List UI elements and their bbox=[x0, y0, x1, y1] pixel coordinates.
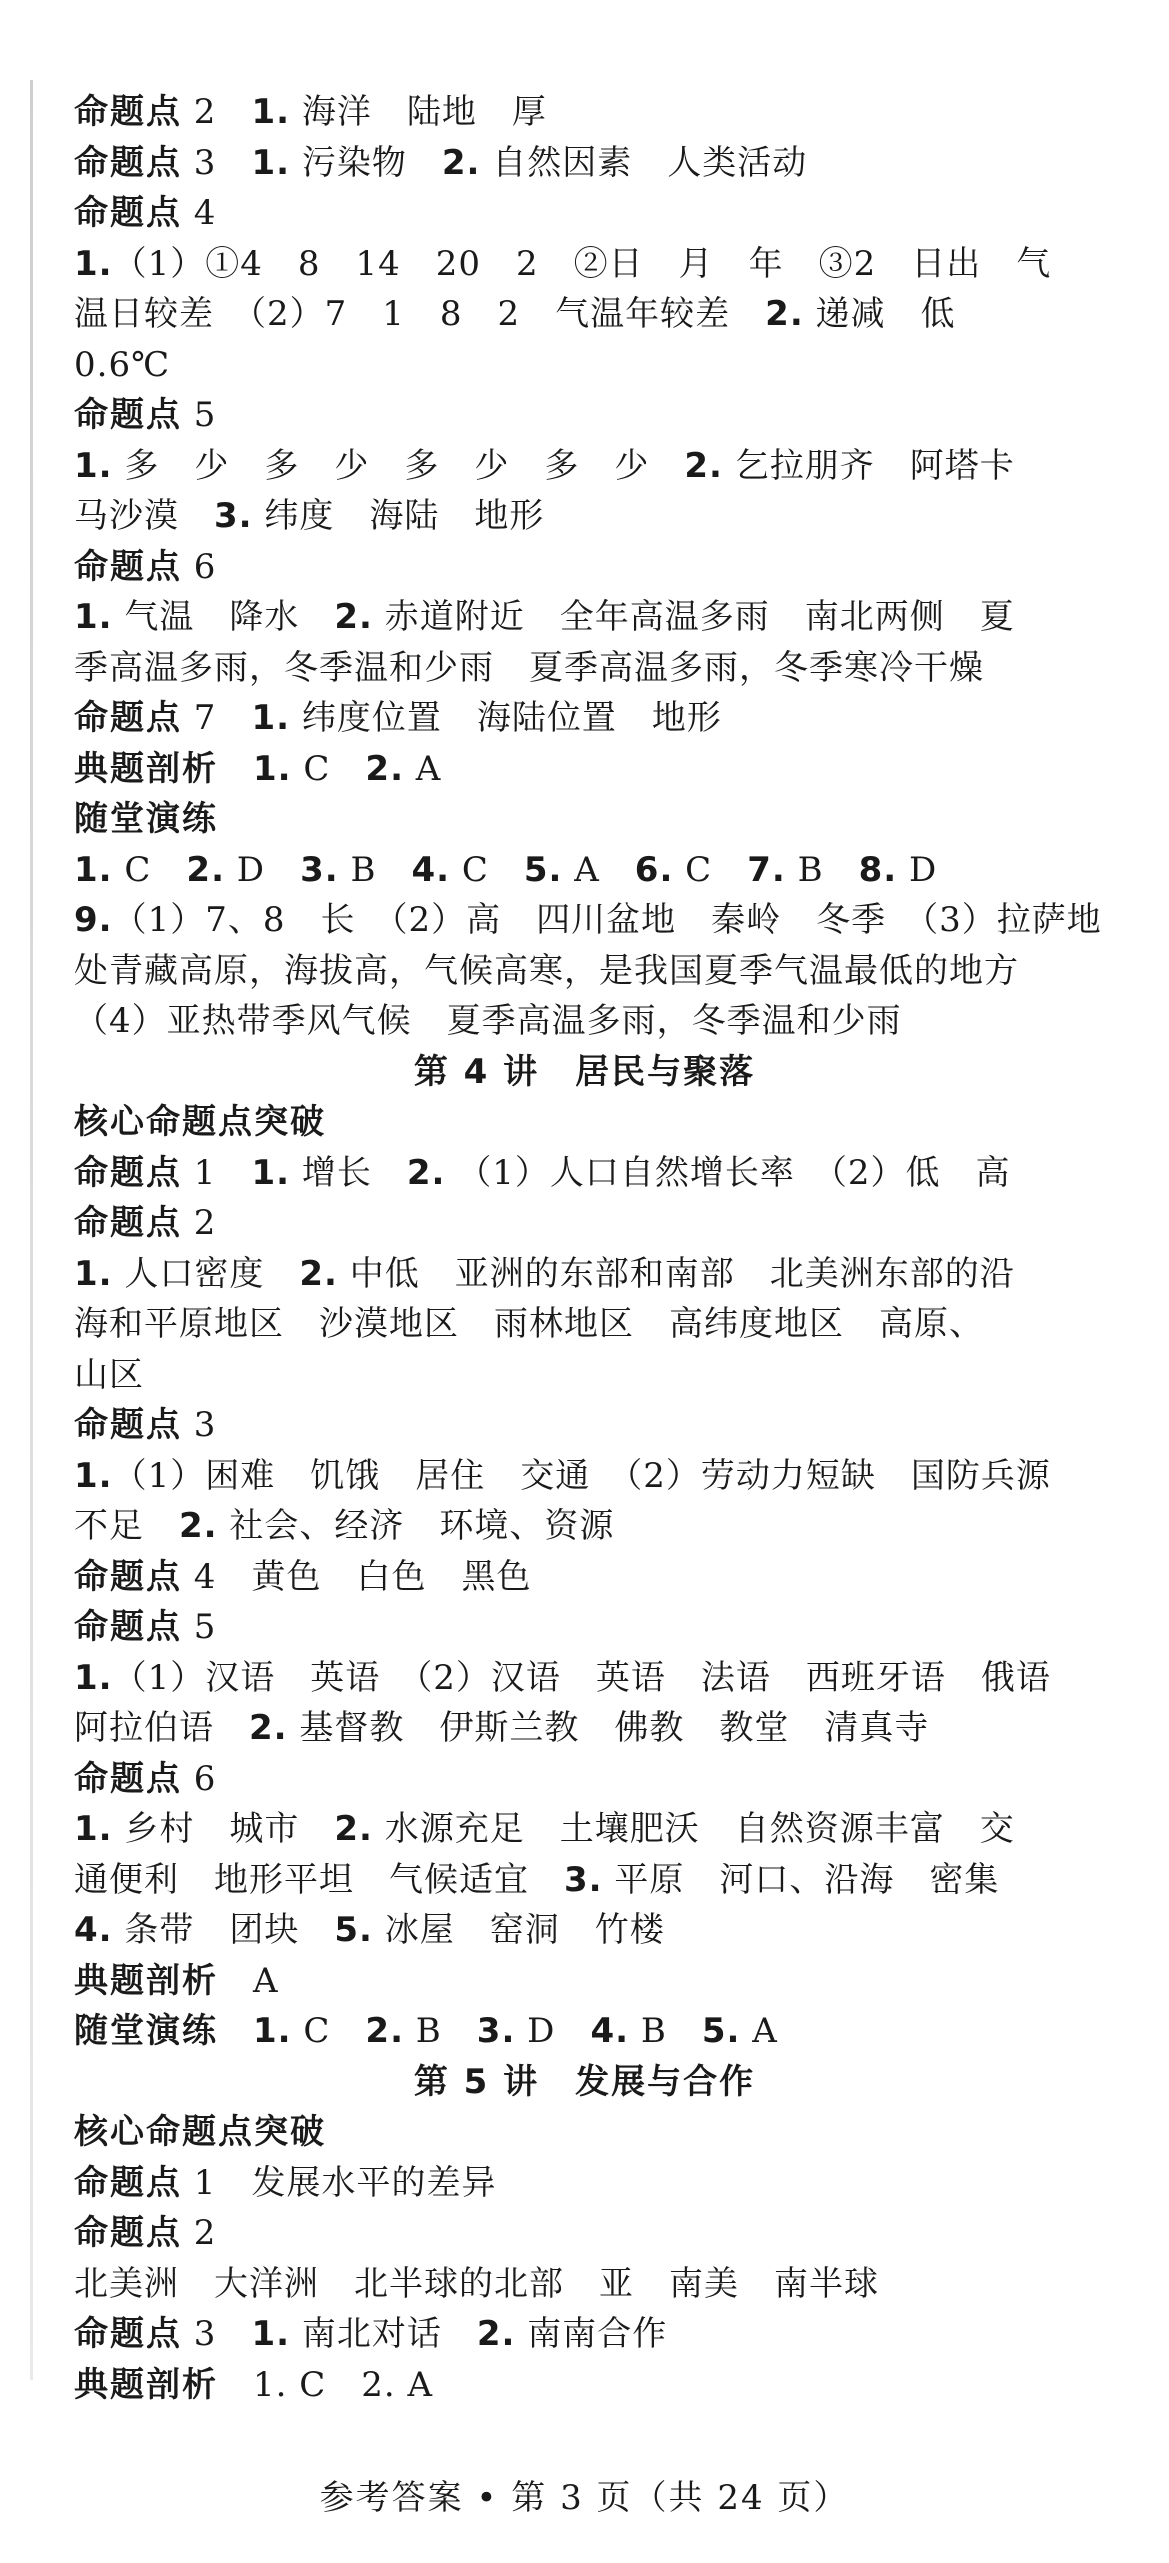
answer-line bbox=[74, 1351, 1109, 1399]
item-number: 3. bbox=[564, 1859, 603, 1900]
answer-text: 阿拉伯语 bbox=[74, 1708, 249, 1748]
heading-text: 命题点 bbox=[74, 1758, 182, 1799]
answer-line bbox=[74, 391, 1109, 439]
item-number: 5. bbox=[523, 849, 563, 890]
answer-text: 1 发展水平的差异 bbox=[182, 2162, 497, 2203]
answer-text: C bbox=[291, 2011, 366, 2051]
answer-text: B bbox=[629, 2011, 702, 2051]
answer-line bbox=[74, 795, 1109, 843]
item-number: 1. bbox=[74, 597, 113, 637]
item-number: 1. bbox=[74, 1657, 113, 1698]
answer-text: 1 bbox=[182, 1152, 252, 1193]
answer-text: 自然因素 人类活动 bbox=[480, 142, 808, 183]
answer-text: 递减 低 bbox=[803, 294, 956, 334]
answer-line bbox=[74, 1401, 1109, 1449]
answer-line bbox=[74, 997, 1109, 1045]
answer-line bbox=[74, 1098, 1109, 1146]
heading-text: 第 5 讲 发展与合作 bbox=[413, 2061, 756, 2102]
answer-line bbox=[74, 846, 1109, 894]
answer-text: 赤道附近 全年高温多雨 南北两侧 夏 bbox=[372, 597, 1015, 637]
heading-text: 命题点 bbox=[74, 395, 182, 435]
heading-text: 命题点 bbox=[74, 1556, 182, 1597]
item-number: 2. bbox=[186, 849, 225, 890]
item-number: 1. bbox=[251, 142, 291, 183]
answer-line bbox=[74, 139, 1109, 187]
section-title bbox=[0, 1048, 1169, 1096]
answer-text: 南北对话 bbox=[290, 2314, 477, 2354]
item-number: 4. bbox=[74, 1910, 113, 1950]
answer-text: 2 bbox=[182, 2213, 217, 2253]
item-number: 3. bbox=[476, 2011, 516, 2051]
heading-text: 命题点 bbox=[74, 1607, 182, 1647]
answer-line bbox=[74, 2108, 1109, 2156]
answer-text: 4 黄色 白色 黑色 bbox=[182, 1556, 532, 1597]
answer-line bbox=[74, 1654, 1109, 1702]
item-number: 5. bbox=[334, 1910, 373, 1950]
answer-text: 纬度 海陆 地形 bbox=[252, 496, 545, 536]
item-number: 1. bbox=[74, 1455, 113, 1496]
answer-text: 3 bbox=[182, 2314, 252, 2354]
answer-line bbox=[74, 290, 1109, 338]
answer-text: C bbox=[291, 748, 366, 789]
heading-text: 核心命题点突破 bbox=[74, 1102, 326, 1142]
heading-text: 第 4 讲 居民与聚落 bbox=[413, 1051, 756, 1092]
item-number: 2. bbox=[299, 1253, 338, 1294]
answer-text: B bbox=[403, 2011, 477, 2051]
page-footer: 参考答案 • 第 3 页（共 24 页） bbox=[319, 2478, 850, 2518]
item-number: 1. bbox=[74, 445, 113, 486]
answer-text: 1. C 2. A bbox=[218, 2364, 434, 2405]
answer-line bbox=[74, 1149, 1109, 1197]
answer-line bbox=[74, 2209, 1109, 2257]
item-number: 1. bbox=[251, 92, 291, 132]
answer-text: D bbox=[224, 849, 301, 890]
answer-line bbox=[74, 1452, 1109, 1500]
heading-text: 命题点 bbox=[74, 193, 182, 233]
item-number: 1. bbox=[253, 748, 292, 789]
answer-text: 多 少 多 少 多 少 多 少 bbox=[112, 445, 685, 486]
heading-text: 命题点 bbox=[74, 2314, 182, 2354]
heading-text: 随堂演练 bbox=[74, 2011, 218, 2051]
answer-text: 通便利 地形平坦 气候适宜 bbox=[74, 1859, 564, 1900]
answer-text: D bbox=[897, 849, 938, 890]
answer-text: 6 bbox=[182, 546, 217, 587]
item-number: 4. bbox=[411, 849, 451, 890]
heading-text: 命题点 bbox=[74, 1152, 182, 1193]
answer-text: 季高温多雨，冬季温和少雨 夏季高温多雨，冬季寒冷干燥 bbox=[74, 647, 984, 688]
answer-text: 不足 bbox=[74, 1506, 179, 1546]
answer-line bbox=[74, 1755, 1109, 1803]
answer-line bbox=[74, 543, 1109, 591]
answer-text: 南南合作 bbox=[515, 2314, 668, 2354]
answer-text: D bbox=[515, 2011, 591, 2051]
item-number: 1. bbox=[74, 1253, 113, 1294]
answer-text: 水源充足 土壤肥沃 自然资源丰富 交 bbox=[372, 1809, 1015, 1849]
answer-text: （1）7、8 长 （2）高 四川盆地 秦岭 冬季 （3）拉萨地 bbox=[112, 900, 1102, 940]
answer-line bbox=[74, 1199, 1109, 1247]
answer-text: （1）汉语 英语 （2）汉语 英语 法语 西班牙语 俄语 bbox=[112, 1657, 1051, 1698]
answer-text: 3 bbox=[182, 142, 252, 183]
answer-text: 2 bbox=[182, 1203, 217, 1243]
answer-text: 人口密度 bbox=[112, 1253, 300, 1294]
answer-text: 社会、经济 环境、资源 bbox=[217, 1506, 615, 1546]
answer-line bbox=[74, 1704, 1109, 1752]
answer-line bbox=[74, 2007, 1109, 2055]
item-number: 2. bbox=[365, 748, 404, 789]
answer-text: 中低 亚洲的东部和南部 北美洲东部的沿 bbox=[337, 1253, 1015, 1294]
answer-text: A bbox=[740, 2011, 778, 2051]
answer-line bbox=[74, 1250, 1109, 1298]
item-number: 2. bbox=[249, 1708, 288, 1748]
answer-text: 乞拉朋齐 阿塔卡 bbox=[722, 445, 1015, 486]
heading-text: 命题点 bbox=[74, 1405, 182, 1445]
answer-text: 北美洲 大洋洲 北半球的北部 亚 南美 南半球 bbox=[74, 2263, 879, 2304]
answer-line bbox=[74, 896, 1109, 944]
item-number: 2. bbox=[179, 1506, 218, 1546]
answer-line bbox=[74, 644, 1109, 692]
item-number: 1. bbox=[74, 243, 113, 284]
answer-text: 马沙漠 bbox=[74, 496, 214, 536]
heading-text: 命题点 bbox=[74, 2162, 182, 2203]
item-number: 3. bbox=[300, 849, 339, 890]
item-number: 2. bbox=[334, 1809, 373, 1849]
item-number: 1. bbox=[251, 698, 291, 738]
answer-text: A bbox=[562, 849, 635, 890]
answer-text: 5 bbox=[182, 1607, 217, 1647]
answer-line bbox=[74, 1856, 1109, 1904]
item-number: 1. bbox=[74, 1809, 113, 1849]
answer-text: 7 bbox=[182, 698, 252, 738]
item-number: 2. bbox=[334, 597, 373, 637]
item-number: 2. bbox=[365, 2011, 404, 2051]
item-number: 6. bbox=[634, 849, 674, 890]
item-number: 7. bbox=[747, 849, 786, 890]
answer-text: 0.6℃ bbox=[74, 344, 171, 385]
answer-line bbox=[74, 88, 1109, 136]
answer-text: 6 bbox=[182, 1758, 217, 1799]
item-number: 2. bbox=[441, 142, 481, 183]
answer-line bbox=[74, 2310, 1109, 2358]
answer-text: 基督教 伊斯兰教 佛教 教堂 清真寺 bbox=[287, 1708, 930, 1748]
item-number: 1. bbox=[251, 1152, 291, 1193]
answer-text: 条带 团块 bbox=[112, 1910, 335, 1950]
answer-text: 乡村 城市 bbox=[112, 1809, 335, 1849]
answer-text: 冰屋 窑洞 竹楼 bbox=[372, 1910, 665, 1950]
answer-line bbox=[74, 694, 1109, 742]
answer-line bbox=[74, 1603, 1109, 1651]
answer-text: （1）困难 饥饿 居住 交通 （2）劳动力短缺 国防兵源 bbox=[112, 1455, 1051, 1496]
answer-text: B bbox=[785, 849, 859, 890]
answer-line bbox=[74, 341, 1109, 389]
answer-line bbox=[74, 593, 1109, 641]
heading-text: 随堂演练 bbox=[74, 799, 218, 839]
answer-text: 5 bbox=[182, 395, 217, 435]
answer-text: 平原 河口、沿海 密集 bbox=[602, 1859, 1000, 1900]
answer-text: 3 bbox=[182, 1405, 217, 1445]
answer-line bbox=[74, 1300, 1109, 1348]
answer-text: 2 bbox=[182, 92, 252, 132]
item-number: 2. bbox=[406, 1152, 446, 1193]
heading-text: 命题点 bbox=[74, 142, 182, 183]
item-number: 1. bbox=[74, 849, 113, 890]
item-number: 4. bbox=[590, 2011, 630, 2051]
heading-text: 典题剖析 bbox=[74, 748, 218, 789]
answer-text: 山区 bbox=[74, 1354, 144, 1395]
answer-text: C bbox=[112, 849, 187, 890]
answer-line bbox=[74, 2260, 1109, 2308]
answer-text: （1）人口自然增长率 （2）低 高 bbox=[445, 1152, 1011, 1193]
answer-line bbox=[74, 947, 1109, 995]
heading-text: 命题点 bbox=[74, 1203, 182, 1243]
answer-line bbox=[74, 492, 1109, 540]
answer-text bbox=[218, 749, 253, 789]
item-number: 1. bbox=[251, 2314, 291, 2354]
answer-line bbox=[74, 1906, 1109, 1954]
answer-text: C bbox=[673, 849, 748, 890]
item-number: 1. bbox=[253, 2011, 292, 2051]
answer-line bbox=[74, 2159, 1109, 2207]
answer-line bbox=[74, 745, 1109, 793]
answer-line bbox=[74, 1553, 1109, 1601]
answer-text: B bbox=[338, 849, 412, 890]
answer-text: 增长 bbox=[290, 1152, 407, 1193]
answer-line bbox=[74, 2361, 1109, 2409]
answer-text: 海和平原地区 沙漠地区 雨林地区 高纬度地区 高原、 bbox=[74, 1304, 984, 1344]
item-number: 9. bbox=[74, 900, 113, 940]
heading-text: 典题剖析 bbox=[74, 1960, 218, 2001]
answer-text: 纬度位置 海陆位置 地形 bbox=[290, 698, 722, 738]
answer-text bbox=[218, 2011, 253, 2051]
item-number: 3. bbox=[214, 496, 253, 536]
answer-line bbox=[74, 442, 1109, 490]
answer-line bbox=[74, 1957, 1109, 2005]
answer-text: C bbox=[450, 849, 524, 890]
item-number: 2. bbox=[684, 445, 723, 486]
item-number: 2. bbox=[476, 2314, 516, 2354]
item-number: 8. bbox=[858, 849, 898, 890]
answer-text: 4 bbox=[182, 193, 217, 233]
answer-text: 污染物 bbox=[290, 142, 442, 183]
answer-line bbox=[74, 189, 1109, 237]
answer-text: 海洋 陆地 厚 bbox=[290, 92, 547, 132]
answer-text: 温日较差 （2）7 1 8 2 气温年较差 bbox=[74, 294, 766, 334]
answer-text: 气温 降水 bbox=[112, 597, 335, 637]
heading-text: 核心命题点突破 bbox=[74, 2112, 326, 2152]
heading-text: 命题点 bbox=[74, 2213, 182, 2253]
margin-rule bbox=[30, 80, 33, 2380]
item-number: 5. bbox=[701, 2011, 741, 2051]
answer-line bbox=[74, 1502, 1109, 1550]
section-title bbox=[0, 2058, 1169, 2106]
answer-text: （1）①4 8 14 20 2 ②日 月 年 ③2 日出 气 bbox=[112, 243, 1052, 284]
answer-text: A bbox=[403, 748, 442, 789]
heading-text: 典题剖析 bbox=[74, 2364, 218, 2405]
heading-text: 命题点 bbox=[74, 698, 182, 738]
answer-text: 处青藏高原，海拔高，气候高寒，是我国夏季气温最低的地方 bbox=[74, 950, 1019, 991]
answer-text: A bbox=[218, 1960, 279, 2001]
answer-text: （4）亚热带季风气候 夏季高温多雨，冬季温和少雨 bbox=[74, 1001, 902, 1041]
heading-text: 命题点 bbox=[74, 92, 182, 132]
item-number: 2. bbox=[765, 294, 804, 334]
answer-line bbox=[74, 1805, 1109, 1853]
heading-text: 命题点 bbox=[74, 546, 182, 587]
answer-line bbox=[74, 240, 1109, 288]
